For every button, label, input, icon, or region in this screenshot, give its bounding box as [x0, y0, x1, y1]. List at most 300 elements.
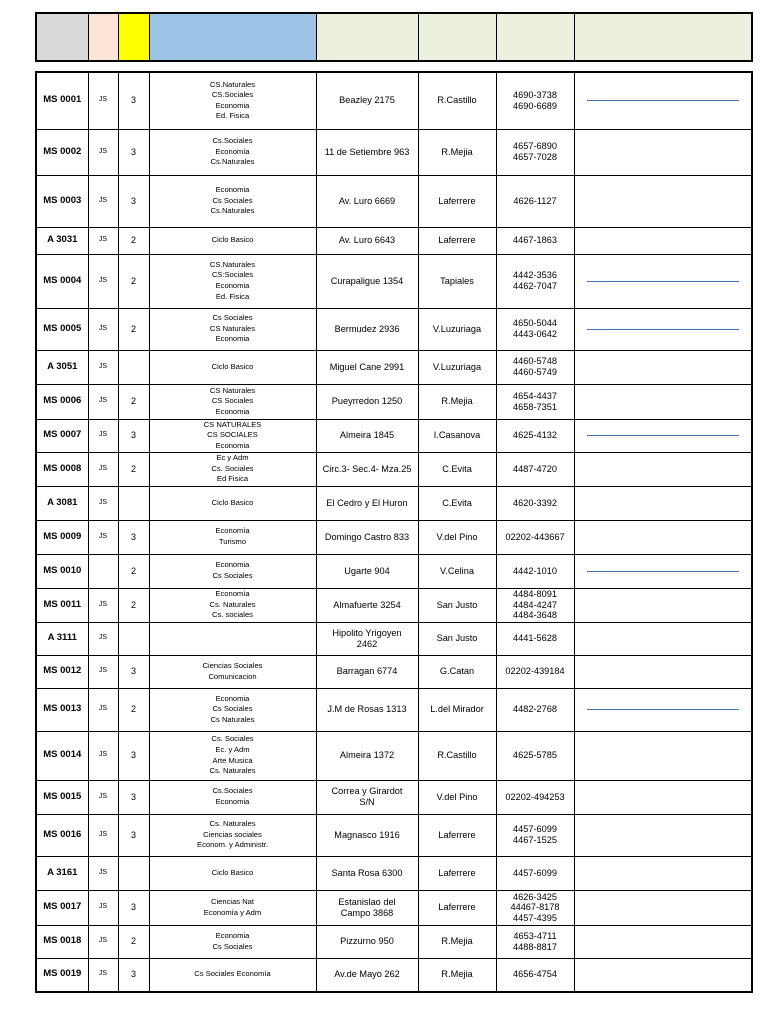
orientations-cell-line: Ed Fisica [216, 474, 249, 484]
email-link[interactable] [587, 435, 740, 436]
locality-cell [418, 419, 496, 452]
address-cell-line: Pueyrredon 1250 [331, 396, 403, 407]
phone-cell-line: 4457-6099 [513, 867, 557, 878]
orientations-cell-line: Cs. sociales [212, 610, 253, 620]
orientations-cell-line: CS Sociales [211, 396, 254, 406]
phone-cell [496, 520, 574, 554]
address-cell-line: Circ.3- Sec.4- Mza.25 [322, 463, 412, 474]
orientations-cell-line: Ciclo Basico [211, 497, 254, 507]
locality-cell [418, 688, 496, 731]
level-cell [88, 452, 118, 486]
email-cell [574, 350, 752, 384]
locality-cell [418, 486, 496, 520]
table-row [36, 890, 752, 925]
table-row [36, 384, 752, 419]
address-cell-line: 11 de Setiembre 963 [324, 146, 410, 157]
turns-cell-text: 2 [130, 936, 136, 947]
locality-cell [418, 175, 496, 227]
header-cell-code [37, 14, 89, 60]
orientations-cell [149, 731, 316, 780]
turns-cell-text: 3 [130, 791, 136, 802]
address-cell [316, 254, 418, 308]
level-cell [88, 227, 118, 254]
locality-cell [418, 655, 496, 688]
orientations-cell-line: Ciencias Sociales [202, 660, 263, 670]
phone-cell-line: 4467-1525 [513, 835, 557, 845]
table-row [36, 175, 752, 227]
address-cell [316, 452, 418, 486]
locality-cell [418, 227, 496, 254]
orientations-cell-line: Cs Sociales [212, 571, 253, 580]
address-cell [316, 622, 418, 655]
turns-cell [118, 384, 149, 419]
locality-cell [418, 780, 496, 814]
level-cell-text: JS [98, 324, 108, 332]
address-cell-line: Almeira 1845 [339, 430, 395, 441]
phone-cell-line: 4656-4754 [513, 969, 557, 980]
turns-cell-text: 2 [130, 235, 136, 246]
level-cell-text: JS [98, 830, 108, 838]
email-link[interactable] [587, 709, 740, 710]
phone-cell-line: 4620-3392 [513, 497, 557, 508]
orientations-cell [149, 254, 316, 308]
table-row [36, 554, 752, 588]
address-cell-line: El Cedro y El Huron [326, 497, 408, 508]
turns-cell-text: 3 [130, 531, 136, 542]
orientations-cell-line: Economía y Adm [203, 907, 262, 917]
school-code-cell-text: MS 0015 [43, 790, 82, 802]
locality-cell-text: San Justo [436, 599, 478, 610]
turns-cell [118, 925, 149, 958]
orientations-cell-line: CS Naturales [209, 385, 256, 395]
locality-cell [418, 520, 496, 554]
turns-cell-text: 2 [130, 323, 136, 334]
phone-cell [496, 814, 574, 856]
locality-cell-text: R.Mejia [441, 146, 473, 157]
turns-cell-text: 2 [130, 463, 136, 474]
orientations-cell-line: Cs.Naturales [210, 206, 255, 216]
locality-cell [418, 129, 496, 175]
phone-cell-line: 4690-6689 [513, 100, 557, 111]
email-link[interactable] [587, 329, 740, 330]
header-cell-locality [419, 14, 497, 60]
phone-cell [496, 958, 574, 992]
turns-cell [118, 688, 149, 731]
level-cell [88, 419, 118, 452]
school-code-cell [36, 419, 88, 452]
school-code-cell-text: A 3161 [47, 866, 78, 878]
locality-cell-text: San Justo [436, 633, 478, 644]
table-header-bar [35, 12, 753, 62]
header-cell-level [89, 14, 119, 60]
level-cell-text: JS [98, 464, 108, 472]
level-cell [88, 350, 118, 384]
email-cell [574, 72, 752, 129]
school-code-cell-text: MS 0002 [43, 145, 82, 157]
locality-cell-text: Laferrere [438, 867, 476, 878]
phone-cell-line: 4457-4395 [513, 912, 557, 923]
phone-cell-line: 4443-0642 [513, 329, 557, 339]
orientations-cell [149, 622, 316, 655]
locality-cell-text: Tapiales [440, 275, 474, 286]
locality-cell [418, 350, 496, 384]
locality-cell [418, 925, 496, 958]
address-cell [316, 486, 418, 520]
orientations-cell [149, 72, 316, 129]
locality-cell-text: R.Castillo [437, 95, 477, 106]
address-cell [316, 890, 418, 925]
email-cell [574, 780, 752, 814]
address-cell [316, 925, 418, 958]
locality-cell-text: R.Mejia [441, 936, 473, 947]
orientations-cell-line: Ciclo Basico [211, 361, 254, 371]
level-cell-text: JS [98, 937, 108, 945]
phone-cell [496, 622, 574, 655]
table-row [36, 856, 752, 890]
school-code-cell [36, 655, 88, 688]
school-code-cell-text: MS 0011 [43, 598, 81, 610]
address-cell [316, 688, 418, 731]
orientations-cell [149, 856, 316, 890]
email-cell [574, 308, 752, 350]
address-cell-line: S/N [359, 797, 375, 807]
locality-cell [418, 958, 496, 992]
email-cell [574, 554, 752, 588]
orientations-cell-line: Ciclo Basico [211, 235, 254, 245]
email-cell [574, 925, 752, 958]
email-link[interactable] [587, 100, 740, 101]
orientations-cell-line: Ciencias Nat [210, 896, 255, 906]
address-cell-line: Domingo Castro 833 [324, 531, 410, 542]
orientations-cell-line: Cs Sociales [212, 195, 253, 205]
orientations-cell [149, 655, 316, 688]
email-cell [574, 384, 752, 419]
email-cell [574, 227, 752, 254]
phone-cell [496, 890, 574, 925]
phone-cell [496, 350, 574, 384]
school-code-cell-text: A 3081 [47, 496, 78, 508]
phone-cell-line: 02202-494253 [505, 791, 565, 802]
orientations-cell-line: Cs Naturales [210, 714, 255, 724]
level-cell-text: JS [98, 498, 108, 506]
turns-cell [118, 227, 149, 254]
phone-cell [496, 688, 574, 731]
turns-cell-text: 3 [130, 95, 136, 106]
orientations-cell [149, 890, 316, 925]
level-cell [88, 688, 118, 731]
turns-cell [118, 175, 149, 227]
level-cell-text: JS [98, 792, 108, 800]
level-cell-text: JS [98, 667, 108, 675]
table-row [36, 958, 752, 992]
phone-cell [496, 588, 574, 622]
phone-cell-line: 4658-7351 [513, 401, 557, 412]
email-cell [574, 814, 752, 856]
orientations-cell-line: Turismo [218, 537, 247, 546]
turns-cell [118, 856, 149, 890]
school-code-cell-text: A 3031 [47, 234, 78, 246]
orientations-cell-line: CS NATURALES [203, 419, 262, 429]
school-code-cell [36, 890, 88, 925]
school-code-cell-text: MS 0009 [43, 530, 82, 542]
address-cell [316, 958, 418, 992]
phone-cell [496, 254, 574, 308]
orientations-cell-line: Cs. Naturales [209, 819, 256, 829]
locality-cell-text: R.Mejia [441, 396, 473, 407]
level-cell [88, 814, 118, 856]
orientations-cell-line: Economia [215, 334, 250, 344]
level-cell-text: JS [98, 751, 108, 759]
school-code-cell [36, 227, 88, 254]
level-cell [88, 958, 118, 992]
turns-cell-text: 3 [130, 902, 136, 913]
orientations-cell-line: Economia [215, 406, 250, 416]
level-cell [88, 520, 118, 554]
locality-cell-text: Laferrere [438, 902, 476, 913]
address-cell [316, 588, 418, 622]
address-cell [316, 308, 418, 350]
turns-cell [118, 814, 149, 856]
orientations-cell-line: Economia [215, 930, 250, 940]
turns-cell [118, 520, 149, 554]
orientations-cell-line: Cs. Naturales [209, 599, 256, 609]
turns-cell-text: 3 [130, 146, 136, 157]
phone-cell [496, 925, 574, 958]
turns-cell-text: 3 [130, 430, 136, 441]
orientations-cell-line: Economía [215, 589, 250, 599]
orientations-cell-line: Cs.Sociales [212, 136, 253, 146]
phone-cell-line: 4467-1863 [513, 235, 557, 246]
phone-cell-line: 4657-7028 [513, 152, 557, 162]
email-cell [574, 856, 752, 890]
level-cell-text: JS [98, 532, 108, 540]
turns-cell [118, 350, 149, 384]
school-code-cell-text: MS 0017 [43, 901, 82, 913]
email-cell [574, 655, 752, 688]
level-cell-text: JS [98, 96, 108, 104]
turns-cell [118, 890, 149, 925]
address-cell-line: Beazley 2175 [339, 95, 395, 106]
locality-cell [418, 588, 496, 622]
orientations-cell [149, 925, 316, 958]
school-code-cell-text: MS 0012 [43, 665, 82, 677]
school-code-cell-text: MS 0001 [43, 94, 82, 106]
orientations-cell-line: Cs.Naturales [210, 157, 255, 167]
orientations-cell [149, 175, 316, 227]
address-cell-line: Correa y Girardot [331, 786, 403, 797]
orientations-cell-line: CS SOCIALES [207, 430, 258, 440]
school-code-cell-text: A 3051 [47, 360, 78, 372]
address-cell [316, 72, 418, 129]
orientations-cell-line: Cs Sociales [212, 313, 253, 323]
locality-cell [418, 731, 496, 780]
locality-cell-text: V.del Pino [436, 531, 478, 542]
phone-cell-line: 4690-3738 [513, 90, 557, 101]
school-code-cell-text: MS 0004 [43, 274, 82, 286]
orientations-cell-line: Ec y Adm [216, 453, 249, 463]
turns-cell [118, 129, 149, 175]
phone-cell-line: 4657-6890 [513, 141, 557, 152]
school-code-cell [36, 622, 88, 655]
table-row [36, 452, 752, 486]
school-code-cell-text: MS 0013 [43, 703, 82, 715]
orientations-cell [149, 588, 316, 622]
table-row [36, 419, 752, 452]
email-cell [574, 622, 752, 655]
email-cell [574, 175, 752, 227]
locality-cell [418, 384, 496, 419]
level-cell-text: JS [98, 196, 108, 204]
orientations-cell-line: Cs.Sociales [212, 786, 253, 796]
level-cell [88, 856, 118, 890]
phone-cell-line: 4488-8817 [513, 941, 557, 952]
email-cell [574, 452, 752, 486]
orientations-cell-line: Economía [215, 526, 250, 536]
locality-cell [418, 554, 496, 588]
email-link[interactable] [587, 281, 740, 282]
email-cell [574, 588, 752, 622]
orientations-cell-line: Ed. Fisica [215, 291, 250, 301]
level-cell-text: JS [98, 431, 108, 439]
phone-cell-line: 44467-8178 [510, 902, 560, 913]
phone-cell-line: 4654-4437 [513, 390, 557, 401]
school-code-cell [36, 72, 88, 129]
level-cell-text: JS [98, 397, 108, 405]
school-code-cell-text: MS 0006 [43, 395, 82, 407]
locality-cell [418, 814, 496, 856]
address-cell [316, 655, 418, 688]
level-cell-text: JS [98, 236, 108, 244]
school-code-cell-text: MS 0016 [43, 828, 82, 840]
phone-cell [496, 227, 574, 254]
orientations-cell-line: Economia [215, 100, 250, 110]
address-cell [316, 175, 418, 227]
turns-cell [118, 452, 149, 486]
address-cell-line: Almeira 1372 [339, 750, 395, 761]
address-cell [316, 384, 418, 419]
locality-cell-text: C.Evita [442, 497, 472, 508]
phone-cell [496, 452, 574, 486]
address-cell-line: Campo 3868 [340, 907, 394, 918]
school-code-cell [36, 688, 88, 731]
school-code-cell [36, 129, 88, 175]
orientations-cell-line: CS.Naturales [209, 79, 256, 89]
email-cell [574, 520, 752, 554]
orientations-cell-line: Ec. y Adm [215, 744, 250, 754]
school-code-cell [36, 384, 88, 419]
turns-cell-text: 3 [130, 666, 136, 677]
school-code-cell-text: MS 0008 [43, 462, 82, 474]
orientations-cell [149, 688, 316, 731]
level-cell [88, 780, 118, 814]
turns-cell [118, 588, 149, 622]
school-code-cell [36, 588, 88, 622]
orientations-cell-line: Ed. Fisica [215, 111, 250, 121]
header-cell-phone [497, 14, 575, 60]
level-cell-text: JS [98, 903, 108, 911]
level-cell [88, 554, 118, 588]
level-cell [88, 486, 118, 520]
school-code-cell-text: MS 0014 [43, 749, 82, 761]
orientations-cell [149, 227, 316, 254]
locality-cell-text: Laferrere [438, 829, 476, 840]
locality-cell-text: I.Casanova [433, 430, 481, 441]
email-cell [574, 254, 752, 308]
turns-cell [118, 308, 149, 350]
orientations-cell-line: Economia [215, 281, 250, 290]
orientations-cell-line: Comunicacion [208, 671, 257, 681]
orientations-cell-line: CS.Naturales [209, 259, 256, 269]
table-row [36, 588, 752, 622]
phone-cell-line: 4460-5748 [513, 356, 557, 367]
orientations-cell-line: Cs Sociales Economía [194, 969, 271, 979]
orientations-cell-line: Economia [215, 440, 250, 450]
orientations-cell [149, 554, 316, 588]
address-cell-line: Pizzurno 950 [340, 936, 394, 947]
orientations-cell-line: Economia [215, 797, 250, 806]
address-cell [316, 780, 418, 814]
turns-cell [118, 486, 149, 520]
address-cell [316, 520, 418, 554]
phone-cell [496, 731, 574, 780]
orientations-cell-line: Cs. Sociales [211, 463, 254, 473]
locality-cell-text: R.Mejia [441, 969, 473, 980]
turns-cell [118, 419, 149, 452]
level-cell-text: JS [98, 600, 108, 608]
school-code-cell [36, 175, 88, 227]
phone-cell-line: 4626-1127 [513, 195, 557, 206]
locality-cell [418, 890, 496, 925]
orientations-cell-line: Cs. Sociales [211, 734, 254, 744]
school-code-cell [36, 731, 88, 780]
school-code-cell [36, 814, 88, 856]
level-cell [88, 254, 118, 308]
level-cell [88, 622, 118, 655]
phone-cell [496, 856, 574, 890]
phone-cell-line: 4484-8091 [513, 589, 557, 600]
level-cell-text: JS [98, 362, 108, 370]
address-cell-line: Av. Luro 6669 [338, 195, 396, 206]
level-cell [88, 655, 118, 688]
school-code-cell-text: MS 0010 [43, 564, 82, 576]
table-row [36, 72, 752, 129]
header-cell-orientations [150, 14, 317, 60]
orientations-cell-line: Cs Sociales [212, 704, 253, 714]
level-cell [88, 731, 118, 780]
turns-cell-text: 3 [130, 750, 136, 761]
turns-cell-text: 2 [130, 275, 136, 286]
address-cell-line: Ugarte 904 [344, 565, 390, 576]
table-row [36, 254, 752, 308]
table-row [36, 688, 752, 731]
locality-cell-text: L.del Mirador [430, 704, 484, 715]
table-row [36, 814, 752, 856]
level-cell-text: JS [98, 705, 108, 713]
turns-cell [118, 780, 149, 814]
address-cell-line: 2462 [356, 638, 378, 649]
email-link[interactable] [587, 571, 740, 572]
email-cell [574, 419, 752, 452]
orientations-cell-line: Economia [215, 560, 250, 570]
table-row [36, 486, 752, 520]
level-cell [88, 308, 118, 350]
phone-cell-line: 4626-3425 [513, 891, 557, 902]
address-cell-line: Santa Rosa 6300 [331, 867, 403, 878]
locality-cell-text: Laferrere [438, 235, 476, 246]
phone-cell-line: 4650-5044 [513, 318, 557, 329]
locality-cell [418, 72, 496, 129]
orientations-cell-line: Ciencias sociales [203, 829, 262, 839]
